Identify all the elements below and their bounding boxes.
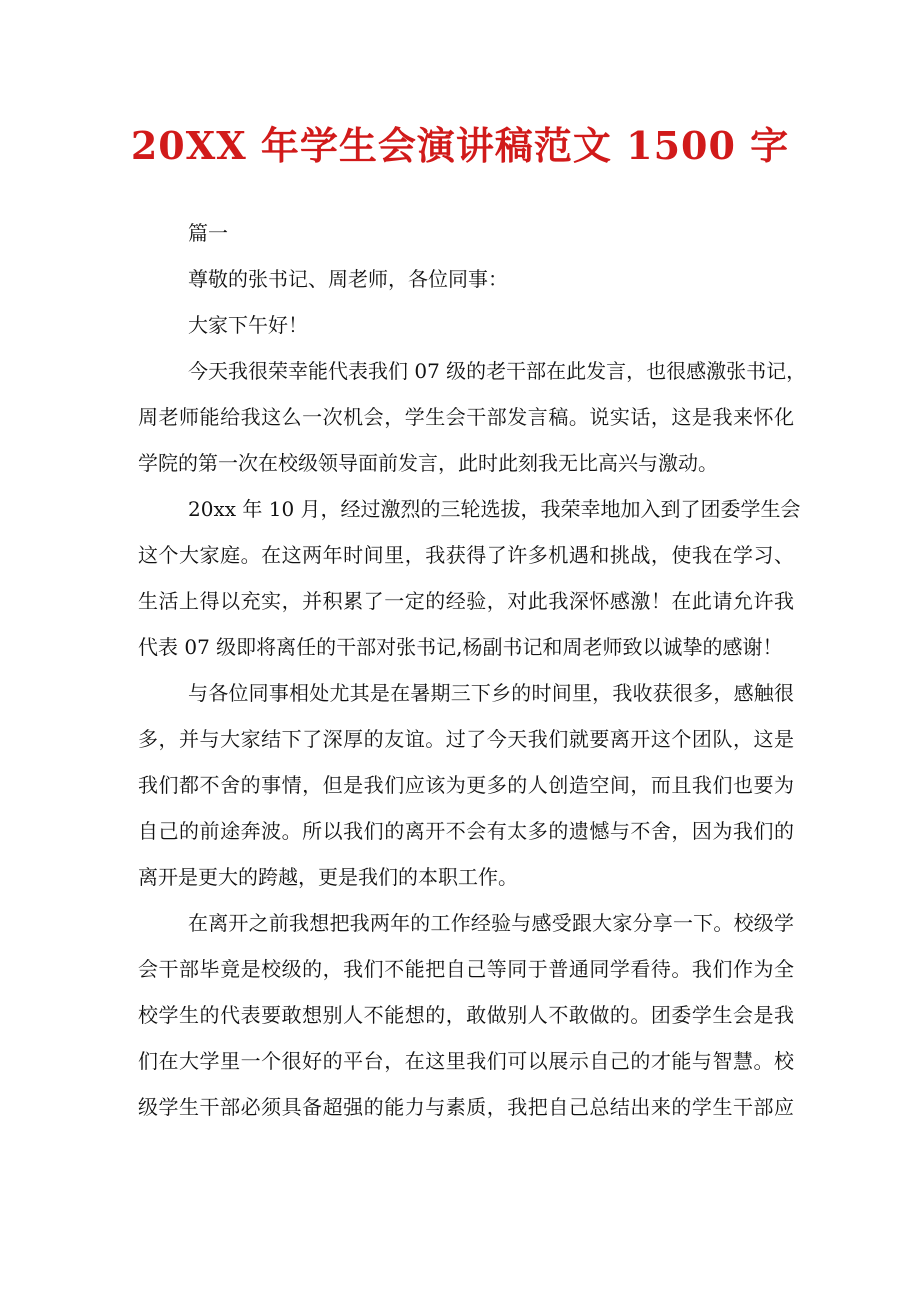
greeting: 大家下午好！ bbox=[188, 313, 308, 337]
paragraph-line: 在离开之前我想把我两年的工作经验与感受跟大家分享一下。校级学 bbox=[188, 911, 794, 935]
paragraph-line: 我们都不舍的事情，但是我们应该为更多的人创造空间，而且我们也要为 bbox=[138, 773, 794, 797]
paragraph-line: 学院的第一次在校级领导面前发言，此时此刻我无比高兴与激动。 bbox=[138, 451, 718, 475]
document-body bbox=[138, 210, 807, 1130]
paragraph-line: 会干部毕竟是校级的，我们不能把自己等同于普通同学看待。我们作为全 bbox=[138, 957, 794, 981]
paragraph-line: 20xx 年 10 月，经过激烈的三轮选拔，我荣幸地加入到了团委学生会 bbox=[188, 497, 801, 521]
paragraph-line: 自己的前途奔波。所以我们的离开不会有太多的遗憾与不舍，因为我们的 bbox=[138, 819, 794, 843]
paragraph-line: 与各位同事相处尤其是在暑期三下乡的时间里，我收获很多，感触很 bbox=[188, 681, 794, 705]
paragraph-line: 生活上得以充实，并积累了一定的经验，对此我深怀感激！在此请允许我 bbox=[138, 589, 794, 613]
section-heading: 篇一 bbox=[188, 221, 228, 245]
paragraph-line: 代表 07 级即将离任的干部对张书记,杨副书记和周老师致以诚挚的感谢！ bbox=[138, 635, 783, 659]
paragraph-line: 多，并与大家结下了深厚的友谊。过了今天我们就要离开这个团队，这是 bbox=[138, 727, 794, 751]
document-title: 20XX 年学生会演讲稿范文 1500 字 bbox=[130, 123, 790, 168]
paragraph-line: 级学生干部必须具备超强的能力与素质，我把自己总结出来的学生干部应 bbox=[138, 1095, 794, 1119]
salutation: 尊敬的张书记、周老师，各位同事： bbox=[188, 267, 508, 291]
paragraph-line: 离开是更大的跨越，更是我们的本职工作。 bbox=[138, 865, 518, 889]
paragraph-line: 今天我很荣幸能代表我们 07 级的老干部在此发言，也很感激张书记， bbox=[188, 359, 807, 383]
paragraph-line: 这个大家庭。在这两年时间里，我获得了许多机遇和挑战，使我在学习、 bbox=[138, 543, 794, 567]
paragraph-line: 们在大学里一个很好的平台，在这里我们可以展示自己的才能与智慧。校 bbox=[138, 1049, 794, 1073]
paragraph-line: 校学生的代表要敢想别人不能想的，敢做别人不敢做的。团委学生会是我 bbox=[138, 1003, 794, 1027]
paragraph-line: 周老师能给我这么一次机会，学生会干部发言稿。说实话，这是我来怀化 bbox=[138, 405, 794, 429]
